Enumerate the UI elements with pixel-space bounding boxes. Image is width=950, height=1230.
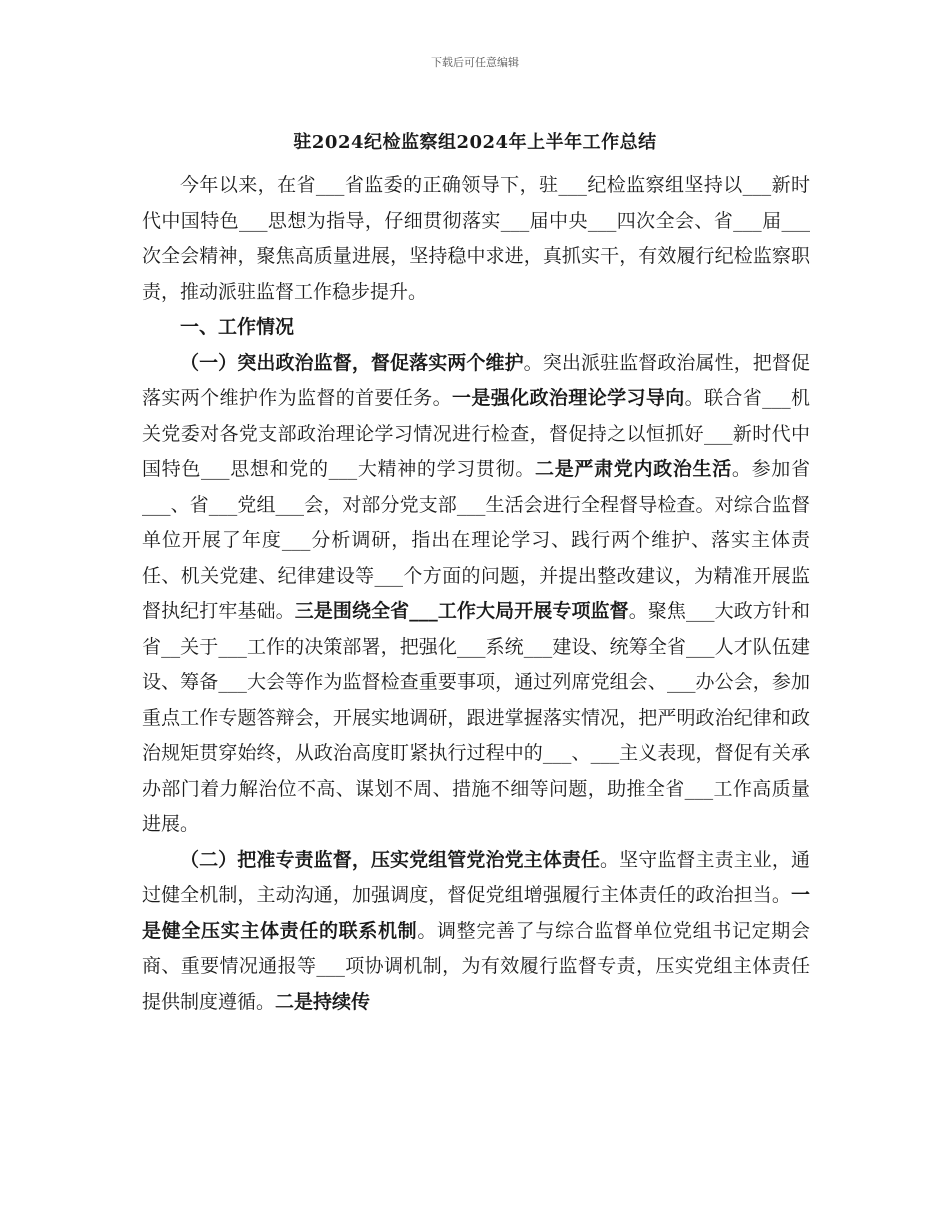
subheading-responsibility-supervision: （二）把准专责监督，压实党组管党治党主体责任 (180, 848, 601, 871)
point-heading: 一是强化政治理论学习导向 (452, 387, 685, 409)
point-heading: 二是持续传 (275, 990, 371, 1013)
point-heading: 二是严肃党内政治生活 (535, 458, 732, 480)
paragraph-political-supervision (142, 346, 810, 843)
paragraph-text: 。突出派驻监督政治属性，把督促落实两个维护作为监督的首要任务。 (142, 351, 810, 409)
intro-paragraph: 今年以来，在省___省监委的正确领导下，驻___纪检监察组坚持以___新时代中国特色___思想为指导，仔细贯彻落实___届中央___四次全会、省___届___次全会精神，聚焦高质量进展，坚持稳中求进，真抓实干，有效履行纪检监察职责，推动派驻监督工作稳步提升。 (142, 174, 810, 303)
paragraph-text: 。联合省___机关党委对各党支部政治理论学习情况进行检查，督促持之以恒抓好___新时代中国特色___思想和党的___大精神的学习贯彻。 (142, 387, 810, 480)
document-title: 驻2024纪检监察组2024年上半年工作总结 (293, 132, 657, 153)
point-heading: 三是围绕全省___工作大局开展专项监督 (294, 600, 629, 622)
paragraph-text: 。调整完善了与综合监督单位党组书记定期会商、重要情况通报等___项协调机制，为有效履行监督专责，压实党组主体责任提供制度遵循。 (142, 919, 810, 1013)
paragraph-text: 。参加省___、省___党组___会，对部分党支部___生活会进行全程督导检查。对综合监督单位开展了年度___分析调研，指出在理论学习、践行两个维护、落实主体责任、机关党建、纪律建设等___个方面的问题，并提出整改建议，为精准开展监督执纪打牢基础。 (142, 458, 810, 622)
subheading-political-supervision: （一）突出政治监督，督促落实两个维护 (180, 351, 524, 374)
download-note: 下载后可任意编辑 (431, 56, 519, 69)
paragraph-responsibility-supervision (142, 843, 810, 1021)
section-heading-work-status: 一、工作情况 (180, 316, 295, 338)
point-heading: 一是健全压实主体责任的联系机制 (142, 884, 810, 942)
paragraph-text: 。聚焦___大政方针和省__关于___工作的决策部署，把强化___系统___建设、统筹全省___人才队伍建设、筹备___大会等作为监督检查重要事项，通过列席党组会、___办公会，参加重点工作专题答辩会，开展实地调研，跟进掌握落实情况，把严明政治纪律和政治规矩贯穿始终，从政治高度盯紧执行过程中的___、___主义表现，督促有关承办部门着力解治位不高、谋划不周、措施不细等问题，助推全省___工作高质量进展。 (142, 600, 810, 835)
paragraph-text: 。坚守监督主责主业，通过健全机制，主动沟通，加强调度，督促党组增强履行主体责任的政治担当。 (142, 848, 810, 906)
document-body (142, 168, 810, 1020)
